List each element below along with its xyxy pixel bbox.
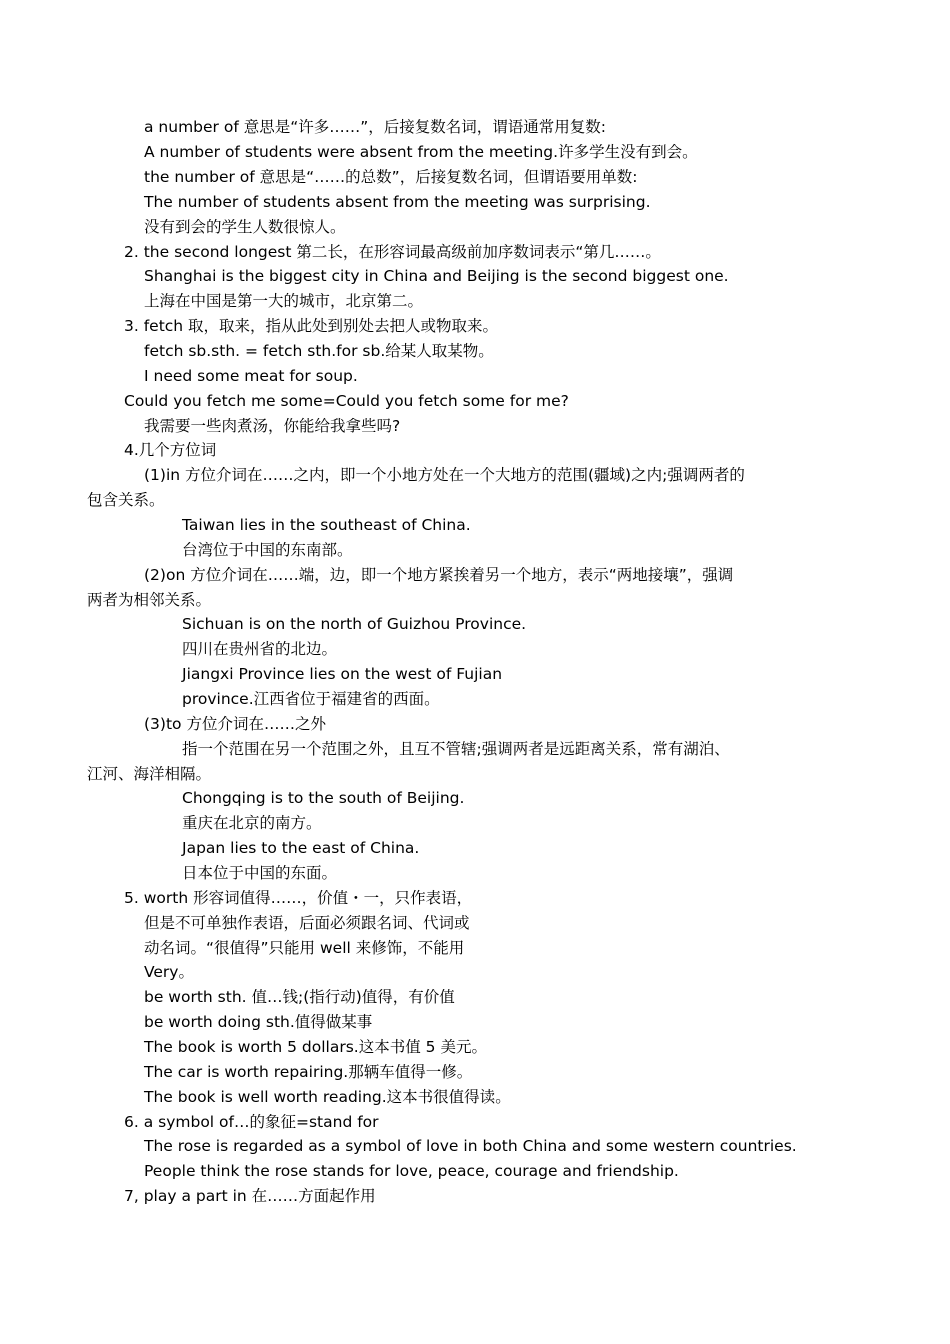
text-line: The car is worth repairing.那辆车值得一修。: [144, 1063, 473, 1081]
text-line: 没有到会的学生人数很惊人。: [144, 218, 346, 236]
text-line: 但是不可单独作表语，后面必须跟名词、代词或: [144, 914, 470, 932]
text-line: Sichuan is on the north of Guizhou Province.: [182, 615, 527, 633]
text-line: fetch sb.sth. = fetch sth.for sb.给某人取某物。: [144, 342, 494, 360]
text-line: the number of 意思是“……的总数”，后接复数名词，但谓语要用单数:: [144, 168, 638, 186]
text-line: 两者为相邻关系。: [87, 591, 212, 609]
text-line: People think the rose stands for love, peace, courage and friendship.: [144, 1162, 679, 1180]
text-line: 动名词。“很值得”只能用 well 来修饰，不能用: [144, 939, 465, 957]
text-line: 包含关系。: [87, 491, 165, 509]
text-line: Japan lies to the east of China.: [182, 839, 420, 857]
text-line: Chongqing is to the south of Beijing.: [182, 789, 465, 807]
text-line: 4.几个方位词: [124, 441, 217, 459]
text-line: (3)to 方位介词在……之外: [144, 715, 326, 733]
text-line: 上海在中国是第一大的城市，北京第二。: [144, 292, 424, 310]
text-line: 四川在贵州省的北边。: [182, 640, 338, 658]
text-line: be worth doing sth.值得做某事: [144, 1013, 373, 1031]
text-line: Shanghai is the biggest city in China and Beijing is the second biggest one.: [144, 267, 729, 285]
text-line: A number of students were absent from the meeting.许多学生没有到会。: [144, 143, 698, 161]
text-line: Very。: [144, 963, 194, 981]
text-line: 台湾位于中国的东南部。: [182, 541, 353, 559]
text-line: 日本位于中国的东面。: [182, 864, 338, 882]
text-line: 江河、海洋相隔。: [87, 765, 212, 783]
text-line: The book is well worth reading.这本书很值得读。: [144, 1088, 511, 1106]
text-line: Taiwan lies in the southeast of China.: [182, 516, 471, 534]
text-line: 指一个范围在另一个范围之外，且互不管辖;强调两者是远距离关系，常有湖泊、: [182, 740, 730, 758]
text-line: 2. the second longest 第二长，在形容词最高级前加序数词表示“第几……。: [124, 243, 661, 261]
text-line: 5. worth 形容词值得……，价值・一，只作表语，: [124, 889, 473, 907]
text-line: The rose is regarded as a symbol of love in both China and some western countries.: [144, 1137, 797, 1155]
text-line: 我需要一些肉煮汤，你能给我拿些吗?: [144, 417, 401, 435]
text-line: The number of students absent from the meeting was surprising.: [144, 193, 651, 211]
text-line: be worth sth. 值…钱;(指行动)值得，有价值: [144, 988, 455, 1006]
text-line: Jiangxi Province lies on the west of Fujian: [182, 665, 503, 683]
text-line: 重庆在北京的南方。: [182, 814, 322, 832]
text-line: 3. fetch 取，取来，指从此处到别处去把人或物取来。: [124, 317, 499, 335]
text-line: The book is worth 5 dollars.这本书值 5 美元。: [144, 1038, 487, 1056]
text-line: Could you fetch me some=Could you fetch some for me?: [124, 392, 569, 410]
text-line: province.江西省位于福建省的西面。: [182, 690, 440, 708]
text-line: I need some meat for soup.: [144, 367, 358, 385]
text-line: (2)on 方位介词在……端，边，即一个地方紧挨着另一个地方，表示“两地接壤”，强调: [144, 566, 734, 584]
text-line: (1)in 方位介词在……之内，即一个小地方处在一个大地方的范围(疆域)之内;强调两者的: [144, 466, 745, 484]
text-line: a number of 意思是“许多……”，后接复数名词，谓语通常用复数:: [144, 118, 606, 136]
text-line: 7, play a part in 在……方面起作用: [124, 1187, 376, 1205]
text-line: 6. a symbol of…的象征=stand for: [124, 1113, 379, 1131]
